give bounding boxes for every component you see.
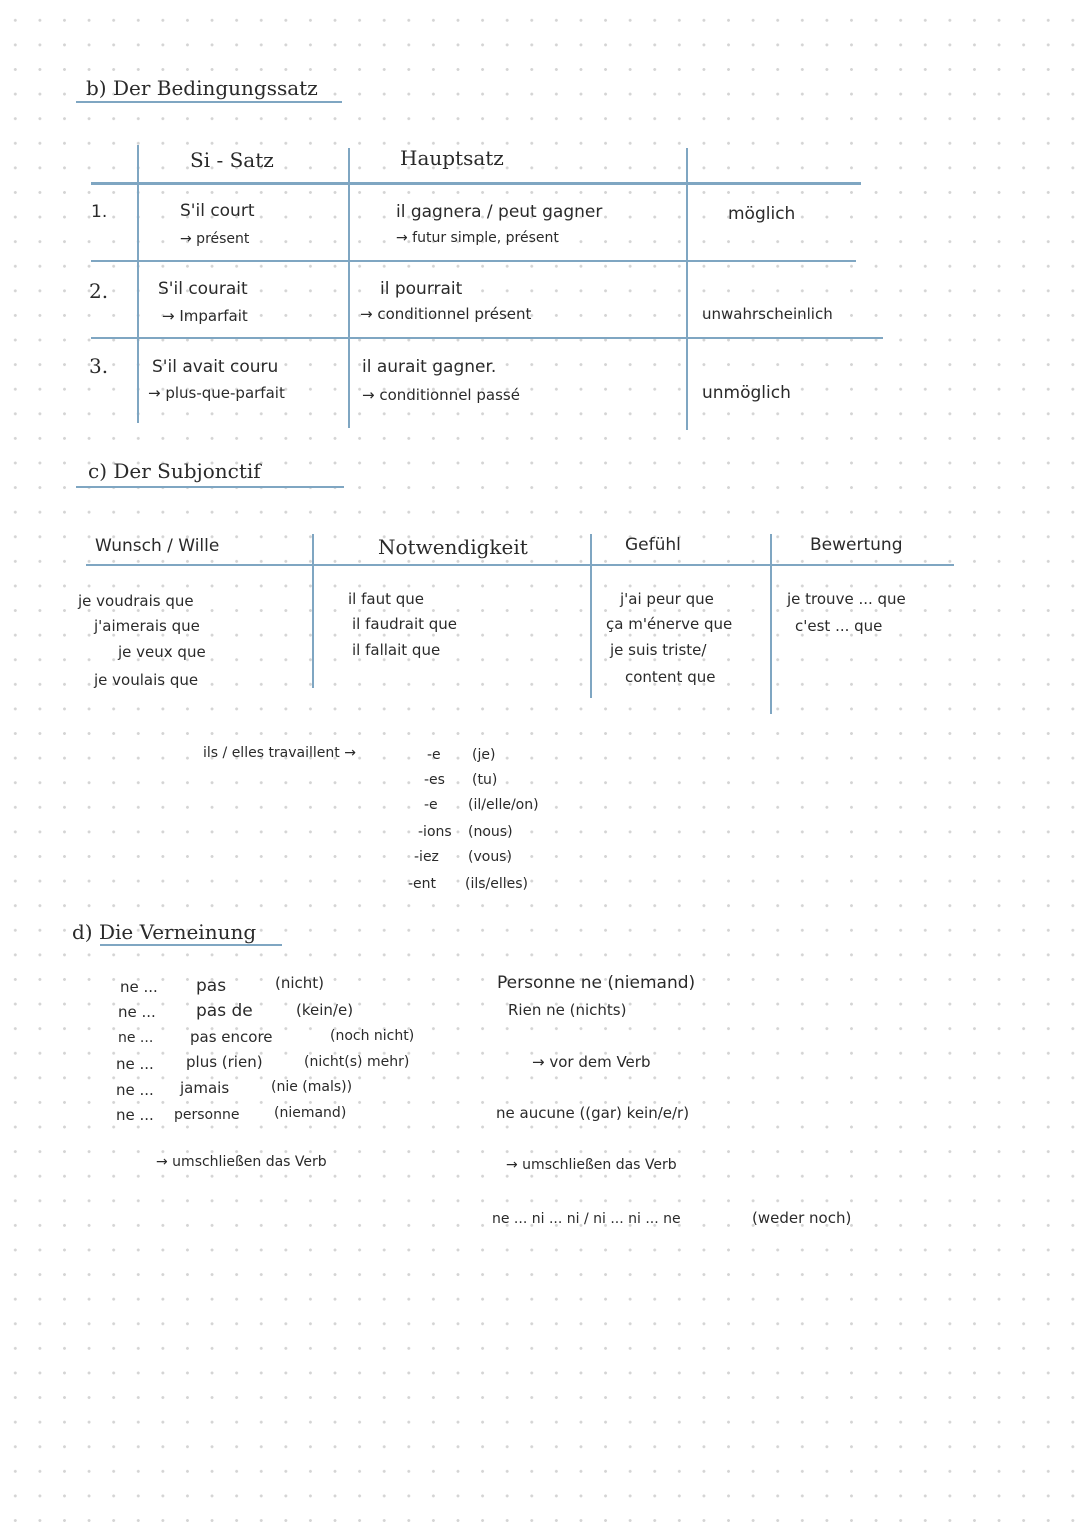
subjonctif-stem: ils / elles travaillent →: [203, 745, 356, 761]
negation-part: jamais: [180, 1079, 230, 1097]
heading-subjonctif: c) Der Subjonctif: [88, 459, 261, 483]
list-item: j'aimerais que: [94, 617, 200, 635]
main-tense: → conditionnel passé: [362, 386, 520, 404]
negation-meaning: (noch nicht): [330, 1028, 415, 1044]
ending-pronoun: (ils/elles): [465, 876, 529, 892]
negation-ne: ne ...: [120, 978, 158, 996]
ending-pronoun: (je): [472, 747, 496, 763]
negation-rien: Rien ne (nichts): [508, 1001, 627, 1019]
main-tense: → futur simple, présent: [396, 230, 559, 246]
heading-verneinung: d) Die Verneinung: [72, 920, 257, 944]
negation-meaning: (nie (mals)): [271, 1079, 353, 1095]
list-item: c'est ... que: [795, 617, 883, 635]
negation-meaning: (nicht(s) mehr): [304, 1054, 410, 1070]
probability: unwahrscheinlich: [702, 305, 833, 323]
list-item: ça m'énerve que: [606, 615, 733, 633]
ending: -ent: [408, 876, 437, 892]
ending: -e: [424, 797, 438, 813]
ending-pronoun: (vous): [468, 849, 512, 865]
heading-underline: [76, 486, 344, 488]
negation-part: pas de: [196, 1001, 253, 1021]
ending: -iez: [414, 849, 439, 865]
heading-underline: [100, 944, 282, 946]
list-item: j'ai peur que: [620, 590, 714, 608]
list-item: il faut que: [348, 590, 424, 608]
col-header-hauptsatz: Hauptsatz: [400, 146, 504, 170]
list-item: il fallait que: [352, 641, 441, 659]
negation-left-note: → umschließen das Verb: [156, 1154, 327, 1170]
list-item: content que: [625, 668, 716, 686]
list-item: je trouve ... que: [787, 590, 906, 608]
list-item: je suis triste/: [610, 641, 707, 659]
negation-right-note: → umschließen das Verb: [506, 1157, 677, 1173]
negation-meaning: (niemand): [274, 1105, 347, 1121]
si-clause: S'il courait: [158, 279, 248, 299]
si-clause: S'il court: [180, 201, 255, 221]
row-number: 2.: [89, 279, 109, 303]
main-clause: il aurait gagner.: [362, 357, 497, 377]
list-item: je voudrais que: [78, 592, 194, 610]
negation-weder-noch: (weder noch): [752, 1209, 852, 1227]
main-clause: il pourrait: [380, 279, 463, 299]
negation-ne: ne ...: [116, 1055, 154, 1073]
negation-ni-ni: ne ... ni ... ni / ni ... ni ... ne: [492, 1211, 681, 1227]
list-item: je voulais que: [94, 671, 199, 689]
list-item: je veux que: [118, 643, 206, 661]
negation-aucune: ne aucune ((gar) kein/e/r): [496, 1104, 690, 1122]
negation-vor-verb: → vor dem Verb: [532, 1053, 651, 1071]
negation-meaning: (nicht): [275, 974, 325, 992]
ending: -es: [424, 772, 445, 788]
main-clause: il gagnera / peut gagner: [396, 202, 603, 222]
main-tense: → conditionnel présent: [360, 305, 532, 323]
ending-pronoun: (nous): [468, 824, 513, 840]
col-header-bewertung: Bewertung: [810, 535, 903, 555]
col-header-notwendigkeit: Notwendigkeit: [378, 535, 528, 559]
negation-part: pas encore: [190, 1028, 273, 1046]
negation-ne: ne ...: [118, 1030, 154, 1046]
ending: -ions: [418, 824, 452, 840]
negation-ne: ne ...: [116, 1081, 154, 1099]
negation-part: pas: [196, 976, 227, 996]
negation-part: personne: [174, 1107, 240, 1123]
negation-personne: Personne ne (niemand): [497, 973, 696, 993]
ending: -e: [427, 747, 441, 763]
row-number: 3.: [89, 354, 109, 378]
col-header-si-satz: Si - Satz: [190, 148, 274, 172]
si-tense: → présent: [180, 231, 250, 247]
col-header-wunsch: Wunsch / Wille: [95, 536, 220, 556]
negation-meaning: (kein/e): [296, 1001, 354, 1019]
heading-underline: [76, 101, 342, 103]
probability: möglich: [728, 204, 796, 224]
probability: unmöglich: [702, 383, 791, 403]
negation-part: plus (rien): [186, 1053, 263, 1071]
ending-pronoun: (tu): [472, 772, 498, 788]
si-clause: S'il avait couru: [152, 357, 279, 377]
ending-pronoun: (il/elle/on): [468, 797, 539, 813]
negation-ne: ne ...: [118, 1003, 156, 1021]
heading-bedingungssatz: b) Der Bedingungssatz: [86, 76, 318, 100]
negation-ne: ne ...: [116, 1106, 154, 1124]
si-tense: → Imparfait: [162, 307, 248, 325]
col-header-gefuehl: Gefühl: [625, 535, 681, 555]
si-tense: → plus-que-parfait: [148, 384, 285, 402]
list-item: il faudrait que: [352, 615, 458, 633]
row-number: 1.: [91, 202, 108, 222]
